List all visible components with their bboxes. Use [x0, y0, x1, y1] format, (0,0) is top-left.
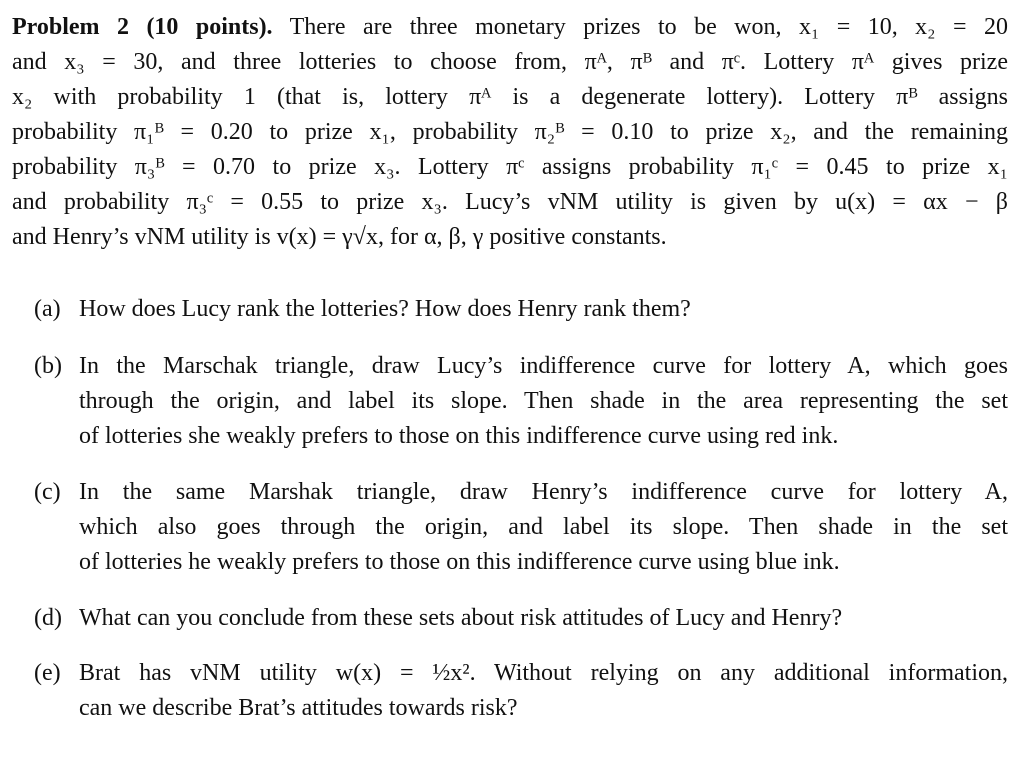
problem-statement: [12, 10, 1008, 255]
problem-heading: Problem 2: [12, 14, 129, 40]
problem-line-2: and x₃ = 30, and three lotteries to choose from, πᴬ, πᴮ and πᶜ. Lottery πᴬ gives prize: [12, 49, 1008, 75]
part-b: [34, 349, 1008, 454]
problem-line-5: probability π₃ᴮ = 0.70 to prize x₃. Lottery πᶜ assigns probability π₁ᶜ = 0.45 to prize x₁: [12, 154, 1008, 180]
part-e-label: (e): [34, 660, 61, 686]
problem-line-7: and Henry’s vNM utility is v(x) = γ√x, for α, β, γ positive constants.: [12, 224, 667, 250]
part-d: [34, 601, 1008, 636]
part-b-line-2: through the origin, and label its slope. Then shade in the area representing the set: [79, 388, 1008, 414]
part-d-label: (d): [34, 605, 62, 631]
part-a-label: (a): [34, 296, 61, 322]
problem-line-1: [12, 10, 1008, 45]
problem-line-4: probability π₁ᴮ = 0.20 to prize x₁, probability π₂ᴮ = 0.10 to prize x₂, and the remaining: [12, 119, 1008, 145]
part-c-line-3: of lotteries he weakly prefers to those on this indifference curve using blue ink.: [79, 549, 840, 575]
problem-text-1: There are three monetary prizes to be won, x₁ = 10, x₂ = 20: [289, 14, 1008, 40]
part-d-line-1: What can you conclude from these sets about risk attitudes of Lucy and Henry?: [79, 605, 843, 631]
part-b-line-3: of lotteries she weakly prefers to those on this indifference curve using red ink.: [79, 423, 839, 449]
part-e: [34, 656, 1008, 726]
part-a: [34, 292, 1008, 327]
problem-points: (10 points).: [146, 14, 273, 40]
part-c: [34, 475, 1008, 580]
part-a-line-1: How does Lucy rank the lotteries? How does Henry rank them?: [79, 296, 691, 322]
part-b-line-1: In the Marschak triangle, draw Lucy’s indifference curve for lottery A, which goes: [79, 353, 1008, 379]
part-c-label: (c): [34, 479, 61, 505]
part-e-line-1: Brat has vNM utility w(x) = ½x². Without relying on any additional information,: [79, 660, 1008, 686]
part-c-line-2: which also goes through the origin, and label its slope. Then shade in the set: [79, 514, 1008, 540]
problem-line-6: and probability π₃ᶜ = 0.55 to prize x₃. Lucy’s vNM utility is given by u(x) = αx − β: [12, 189, 1008, 215]
problem-line-3: x₂ with probability 1 (that is, lottery πᴬ is a degenerate lottery). Lottery πᴮ assigns: [12, 84, 1008, 110]
part-e-line-2: can we describe Brat’s attitudes towards risk?: [79, 695, 518, 721]
part-c-line-1: In the same Marshak triangle, draw Henry’s indifference curve for lottery A,: [79, 479, 1008, 505]
part-b-label: (b): [34, 353, 62, 379]
